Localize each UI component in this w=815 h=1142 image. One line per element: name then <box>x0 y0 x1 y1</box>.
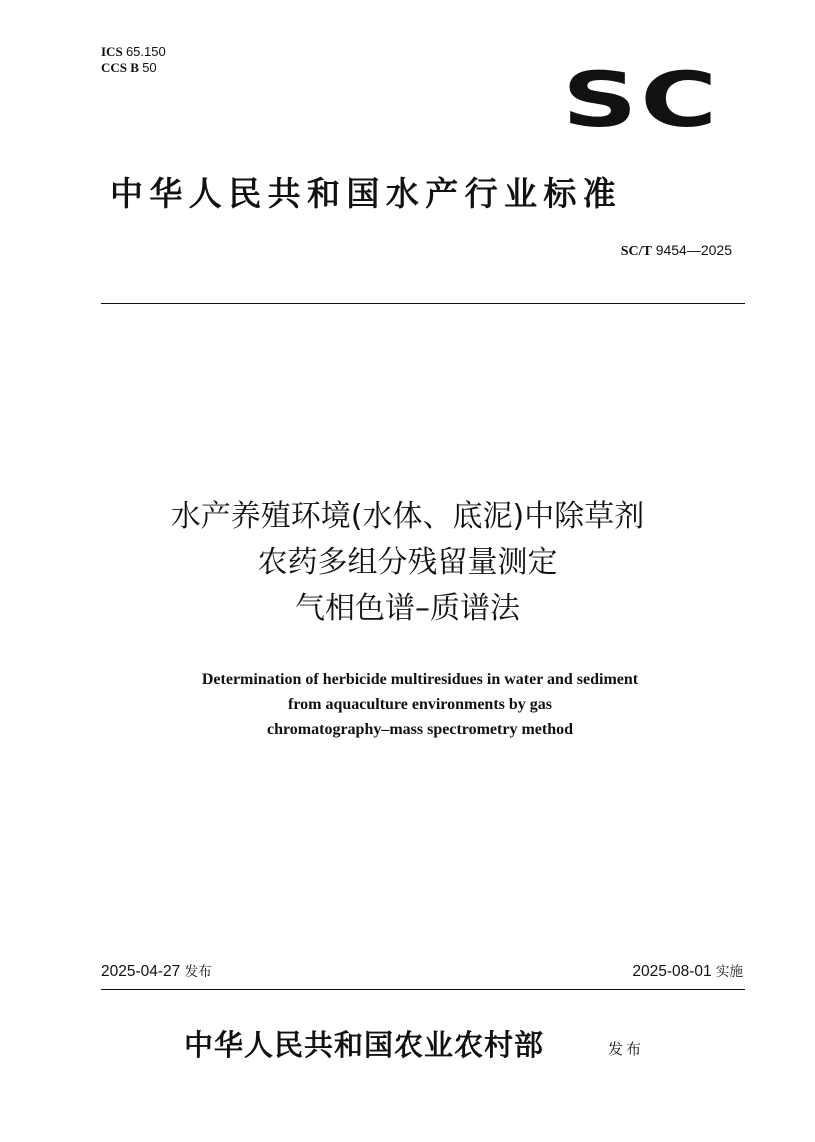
english-title-line: from aquaculture environments by gas <box>287 696 552 713</box>
standard-title: 中华人民共和国水产行业标准 <box>110 174 623 213</box>
top-divider <box>101 303 745 304</box>
publisher-suffix: 发布 <box>608 1040 645 1058</box>
classification-codes <box>101 44 166 76</box>
standard-number-prefix: SC/T <box>620 244 652 259</box>
issue-date-label: 发布 <box>184 964 212 980</box>
bottom-divider <box>101 989 745 990</box>
chinese-title-line: 农药多组分残留量测定 <box>257 545 558 580</box>
issue-date <box>101 962 212 982</box>
chinese-title-line: 气相色谱–质谱法 <box>295 591 520 626</box>
implement-date <box>632 962 743 982</box>
sc-logo: SC <box>562 55 721 144</box>
ics-label: ICS <box>101 44 123 59</box>
ccs-label: CCS B <box>101 60 139 75</box>
ics-code: 65.150 <box>125 44 166 59</box>
publisher-name: 中华人民共和国农业农村部 <box>184 1028 545 1062</box>
ccs-code: 50 <box>142 60 157 75</box>
standard-number <box>621 241 732 261</box>
english-title <box>0 667 815 742</box>
english-title-line: chromatography–mass spectrometry method <box>266 721 574 738</box>
implement-date-label: 实施 <box>716 964 743 980</box>
english-title-line: Determination of herbicide multiresidues in water and sediment <box>201 671 639 688</box>
ccs-line <box>101 60 166 76</box>
issue-date-value: 2025-04-27 <box>101 963 181 980</box>
implement-date-value: 2025-08-01 <box>632 963 712 980</box>
standard-number-code: 9454—2025 <box>655 242 732 258</box>
chinese-title <box>0 494 815 632</box>
chinese-title-line: 水产养殖环境(水体、底泥)中除草剂 <box>170 499 645 534</box>
ics-line <box>101 44 166 60</box>
